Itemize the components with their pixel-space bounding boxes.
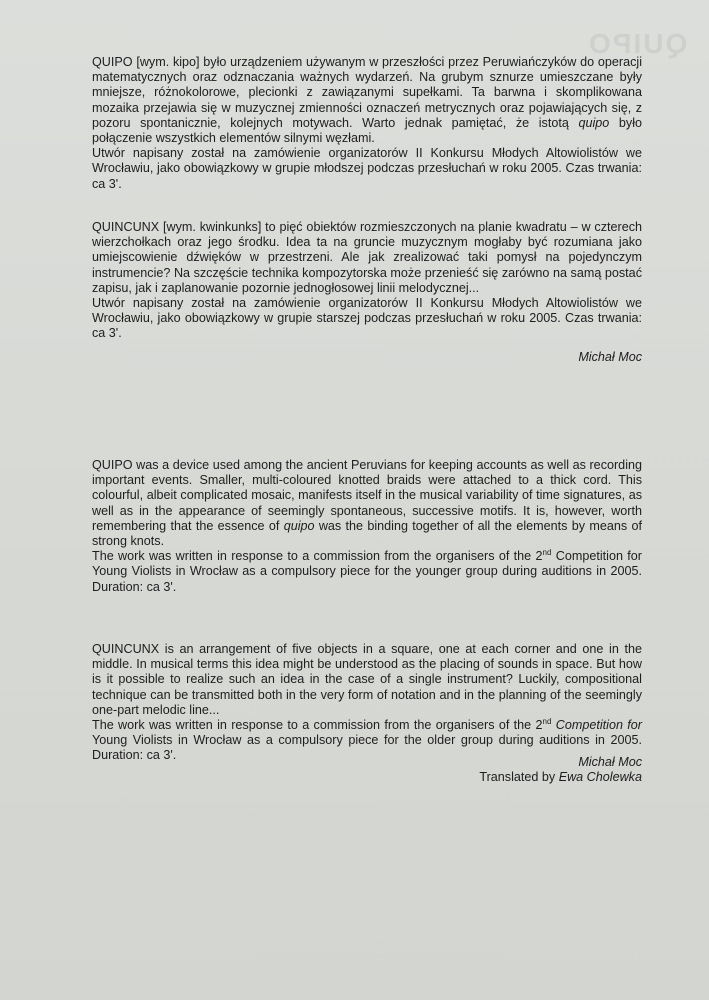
text: The work was written in response to a commission from the organisers of the 2 xyxy=(92,549,543,564)
emphasis: Competition for xyxy=(551,718,642,733)
emphasis: quipo xyxy=(283,518,315,533)
text: QUIPO [wym. kipo] było urządzeniem używanym w przeszłości przez Peruwiańczyków do operacji matematycznych oraz odznaczania ważnych wydarzeń. Na grubym sznurze umieszczane były mniejsze, różnokolorowe, plecionki z zawiązanymi supełkami. Ta barwna i skomplikowana mozaika przejawia się w muzycznej zmienności oznaczeń metrycznych oraz pojawiających się, z pozoru spontanicznie, kolejnych motywach. Warto jednak pamiętać, że istotą xyxy=(92,55,642,130)
polish-quipo-note xyxy=(92,55,642,192)
author-name: Michał Moc xyxy=(578,755,642,769)
signature-polish xyxy=(578,350,642,365)
text: Competition for Young Violists in Wrocław as a compulsory piece for the younger group during auditions in 2005. Duration: ca 3'. xyxy=(92,549,642,594)
bleed-through-title: QUIPO xyxy=(586,28,687,59)
text: The work was written in response to a commission from the organisers of the 2 xyxy=(92,718,543,733)
paragraph: Utwór napisany został na zamówienie organizatorów II Konkursu Młodych Altowiolistów we Wrocławiu, jako obowiązkowy w grupie starszej podczas przesłuchań w roku 2005. Czas trwania: ca 3'. xyxy=(92,296,642,341)
english-quincunx-note xyxy=(92,642,642,764)
paragraph: Utwór napisany został na zamówienie organizatorów II Konkursu Młodych Altowiolistów we Wrocławiu, jako obowiązkowy w grupie młodszej podczas przesłuchań w roku 2005. Czas trwania: ca 3'. xyxy=(92,146,642,191)
paragraph: QUINCUNX [wym. kwinkunks] to pięć obiektów rozmieszczonych na planie kwadratu – w czterech wierzchołkach oraz jego środku. Idea ta na gruncie muzycznym mogłaby być rozumiana jako umiejscowienie dźwięków w przestrzeni. Ale jak zrealizować taki pomysł na pojedynczym instrumencie? Na szczęście technika kompozytorska może przenieść się zarówno na samą postać zapisu, jak i zaplanowanie pozornie jednogłosowej linii melodycznej... xyxy=(92,220,642,295)
translator-name: Ewa Cholewka xyxy=(558,770,642,785)
text: Young Violists in Wrocław as a compulsory piece for the older group during auditions in 2005. Duration: ca 3'. xyxy=(92,733,642,763)
ordinal-suffix: nd xyxy=(542,548,552,558)
text: was the binding together of all the elements by means of strong knots. xyxy=(92,518,642,549)
paragraph xyxy=(92,55,642,146)
author-name: Michał Moc xyxy=(578,350,642,364)
translated-by-label: Translated by xyxy=(479,770,559,785)
ordinal-suffix: nd xyxy=(542,716,552,726)
text: QUIPO was a device used among the ancient Peruvians for keeping accounts as well as recording important events. Smaller, multi-coloured knotted braids were attached to a thick cord. This colourful, albeit complicated mosaic, manifests itself in the musical variability of time signatures, as well as in the appearance of seemingly spontaneous, successive motifs. It is, however, worth remembering that the essence of xyxy=(92,458,642,533)
signature-english xyxy=(479,755,642,785)
paragraph xyxy=(92,458,642,549)
paragraph xyxy=(92,549,642,595)
paragraph: QUINCUNX is an arrangement of five objects in a square, one at each corner and one in the middle. In musical terms this idea might be understood as the placing of sounds in space. But how is it possible to realize such an idea in the case of a single instrument? Luckily, compositional technique can be transmitted both in the very form of notation and in the planning of the seemingly one-part melodic line... xyxy=(92,642,642,717)
polish-quincunx-note xyxy=(92,220,642,342)
text: było połączenie wszystkich elementów silnymi węzłami. xyxy=(92,115,642,146)
english-quipo-note xyxy=(92,458,642,595)
translator-credit xyxy=(479,770,642,785)
emphasis: quipo xyxy=(578,115,610,130)
